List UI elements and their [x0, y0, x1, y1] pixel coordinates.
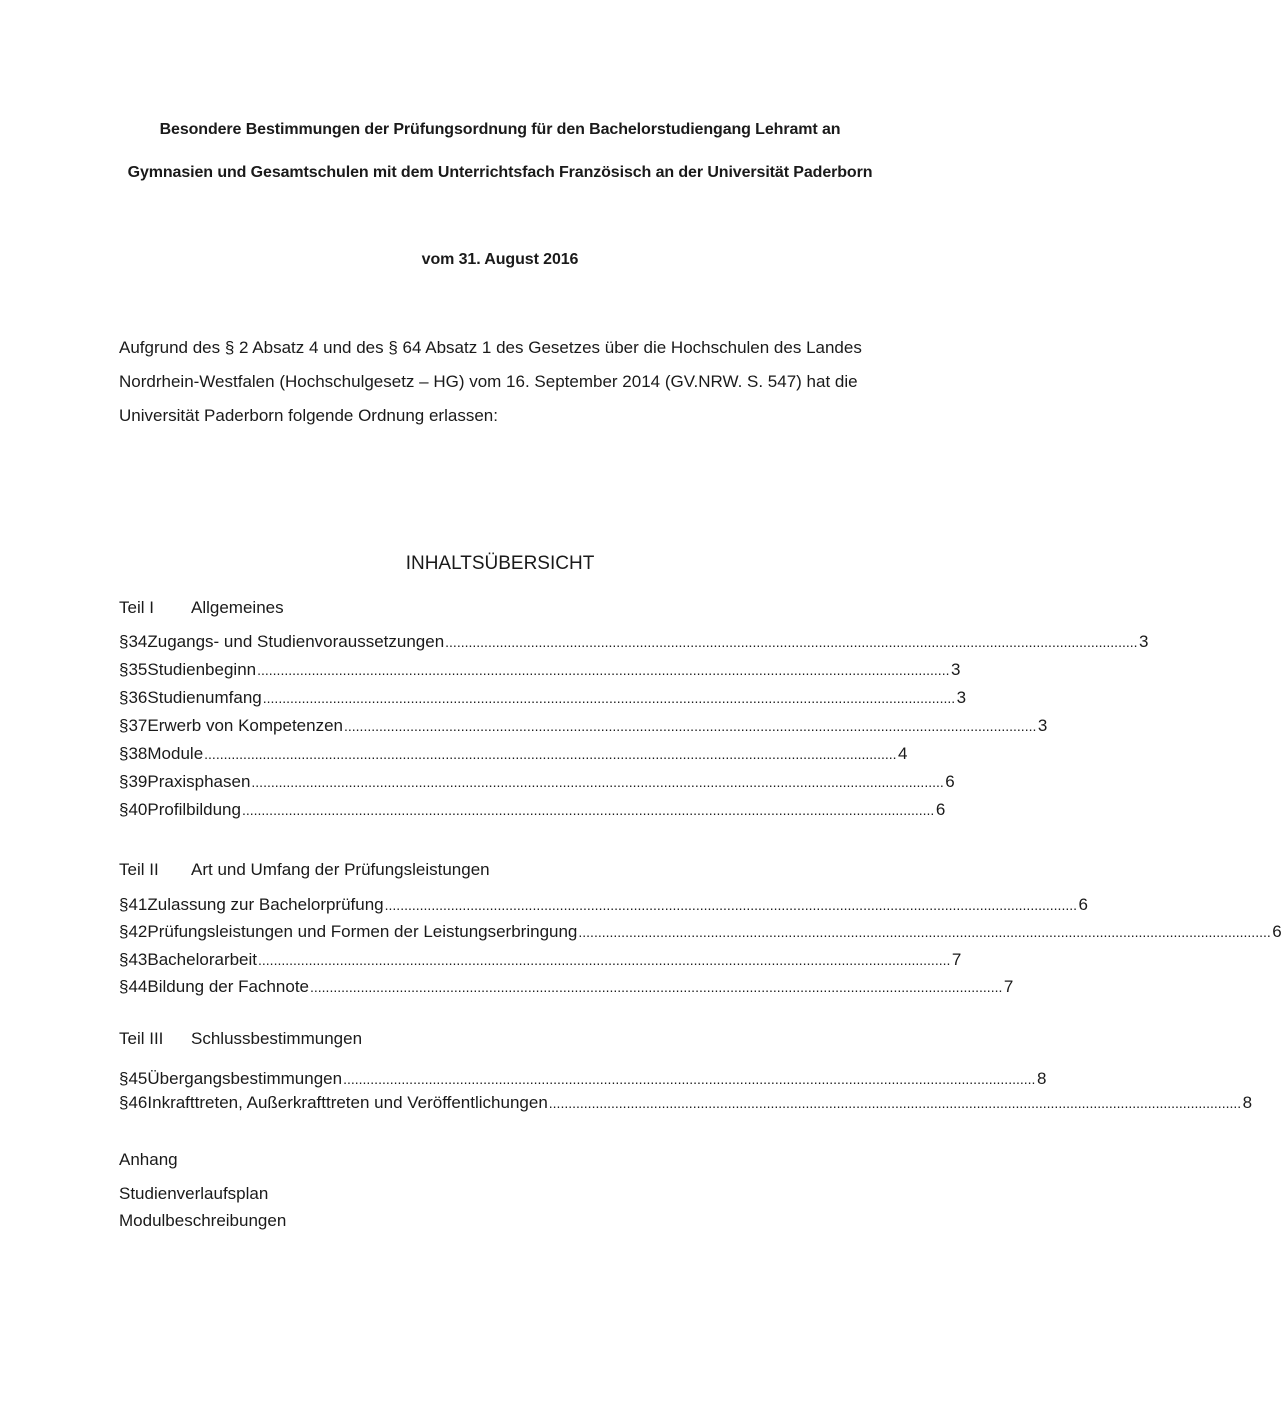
section-title: Bachelorarbeit — [147, 950, 258, 969]
section-symbol: § — [119, 977, 129, 996]
section-title: Erwerb von Kompetenzen — [147, 716, 343, 735]
section-title: Module — [147, 744, 204, 763]
section-title: Praxisphasen — [147, 772, 251, 791]
section-number: 44 — [128, 977, 148, 996]
section-number: 41 — [128, 895, 148, 914]
page-number: 3 — [956, 688, 967, 707]
leader-dots: .................................................................................................................................................................................. — [343, 1071, 1036, 1087]
page-number: 7 — [951, 950, 962, 969]
section-number: 35 — [128, 660, 148, 679]
section-number: 36 — [128, 688, 148, 707]
leader-dots: .................................................................................................................................................................................. — [310, 979, 1003, 995]
section-symbol: § — [119, 950, 129, 969]
part-title: Schlussbestimmungen — [191, 1029, 363, 1048]
section-title: Zugangs- und Studienvoraussetzungen — [147, 632, 445, 651]
toc-entry[interactable] — [119, 977, 1014, 999]
appendix-item: Studienverlaufsplan — [119, 1184, 269, 1203]
section-title: Studienumfang — [147, 688, 262, 707]
part-title: Allgemeines — [191, 598, 284, 617]
section-symbol: § — [119, 716, 129, 735]
section-symbol: § — [119, 688, 129, 707]
section-title: Studienbeginn — [147, 660, 257, 679]
part-number: Teil II — [119, 860, 159, 879]
toc-heading: INHALTSÜBERSICHT — [405, 553, 595, 574]
page-number: 8 — [1036, 1069, 1047, 1088]
toc-entry[interactable] — [119, 744, 908, 766]
toc-entry[interactable] — [119, 922, 1282, 944]
toc-part-heading — [119, 598, 284, 618]
intro-line: Nordrhein-Westfalen (Hochschulgesetz – HG) vom 16. September 2014 (GV.NRW. S. 547) hat die — [119, 372, 858, 391]
toc-entry[interactable] — [119, 716, 1048, 738]
section-title: Profilbildung — [147, 800, 241, 819]
leader-dots: .................................................................................................................................................................................. — [257, 662, 950, 678]
part-number: Teil I — [119, 598, 154, 617]
section-number: 38 — [128, 744, 148, 763]
leader-dots: .................................................................................................................................................................................. — [251, 774, 944, 790]
page-number: 6 — [945, 772, 955, 791]
section-symbol: § — [119, 1069, 129, 1088]
toc-entry[interactable] — [119, 632, 1149, 654]
document-title-line-2: Gymnasien und Gesamtschulen mit dem Unterrichtsfach Französisch an der Universität Paderborn — [127, 164, 873, 181]
section-number: 37 — [128, 716, 148, 735]
toc-entry[interactable] — [119, 660, 961, 682]
page-number: 3 — [1139, 632, 1149, 651]
intro-line: Universität Paderborn folgende Ordnung erlassen: — [119, 406, 498, 425]
appendix-heading: Anhang — [119, 1150, 178, 1169]
section-number: 43 — [128, 950, 148, 969]
part-title: Art und Umfang der Prüfungsleistungen — [191, 860, 490, 879]
toc-part-heading — [119, 860, 490, 880]
page-number: 6 — [1078, 895, 1088, 914]
document-date: vom 31. August 2016 — [421, 251, 579, 268]
appendix-item: Modulbeschreibungen — [119, 1211, 287, 1230]
section-number: 34 — [128, 632, 148, 651]
section-number: 39 — [128, 772, 148, 791]
toc-entry[interactable] — [119, 772, 955, 794]
leader-dots: .................................................................................................................................................................................. — [204, 746, 897, 762]
page-number: 4 — [898, 744, 908, 763]
toc-entry[interactable] — [119, 895, 1088, 917]
section-number: 46 — [128, 1093, 148, 1112]
section-symbol: § — [119, 632, 129, 651]
page-number: 8 — [1242, 1093, 1253, 1112]
page-number: 6 — [1272, 922, 1282, 941]
leader-dots: .................................................................................................................................................................................. — [258, 952, 951, 968]
part-number: Teil III — [119, 1029, 164, 1048]
section-number: 40 — [128, 800, 148, 819]
section-symbol: § — [119, 895, 129, 914]
leader-dots: .................................................................................................................................................................................. — [548, 1095, 1242, 1111]
section-title: Übergangsbestimmungen — [147, 1069, 343, 1088]
section-symbol: § — [119, 744, 129, 763]
page-number: 3 — [1037, 716, 1048, 735]
leader-dots: .................................................................................................................................................................................. — [241, 802, 935, 818]
section-title: Bildung der Fachnote — [147, 977, 309, 996]
intro-line: Aufgrund des § 2 Absatz 4 und des § 64 Absatz 1 des Gesetzes über die Hochschulen des Landes — [119, 338, 862, 357]
section-symbol: § — [119, 922, 129, 941]
section-symbol: § — [119, 1093, 129, 1112]
toc-part-heading — [119, 1029, 362, 1049]
leader-dots: .................................................................................................................................................................................. — [578, 924, 1271, 940]
toc-entry[interactable] — [119, 1069, 1047, 1091]
page-number: 7 — [1003, 977, 1014, 996]
intro-paragraph — [119, 331, 879, 433]
leader-dots: .................................................................................................................................................................................. — [262, 690, 956, 706]
toc-entry[interactable] — [119, 800, 946, 822]
toc-entry[interactable] — [119, 950, 962, 972]
leader-dots: .................................................................................................................................................................................. — [445, 634, 1138, 650]
section-title: Inkrafttreten, Außerkrafttreten und Veröffentlichungen — [147, 1093, 548, 1112]
document-title-line-1: Besondere Bestimmungen der Prüfungsordnung für den Bachelorstudiengang Lehramt an — [159, 121, 841, 138]
toc-entry[interactable] — [119, 688, 967, 710]
section-symbol: § — [119, 800, 129, 819]
section-number: 45 — [128, 1069, 148, 1088]
leader-dots: .................................................................................................................................................................................. — [384, 897, 1077, 913]
section-title: Prüfungsleistungen und Formen der Leistungserbringung — [147, 922, 578, 941]
toc-entry[interactable] — [119, 1093, 1253, 1115]
section-title: Zulassung zur Bachelorprüfung — [147, 895, 384, 914]
section-number: 42 — [128, 922, 148, 941]
page-number: 3 — [951, 660, 961, 679]
page-number: 6 — [935, 800, 946, 819]
section-symbol: § — [119, 772, 129, 791]
leader-dots: .................................................................................................................................................................................. — [344, 718, 1037, 734]
section-symbol: § — [119, 660, 129, 679]
